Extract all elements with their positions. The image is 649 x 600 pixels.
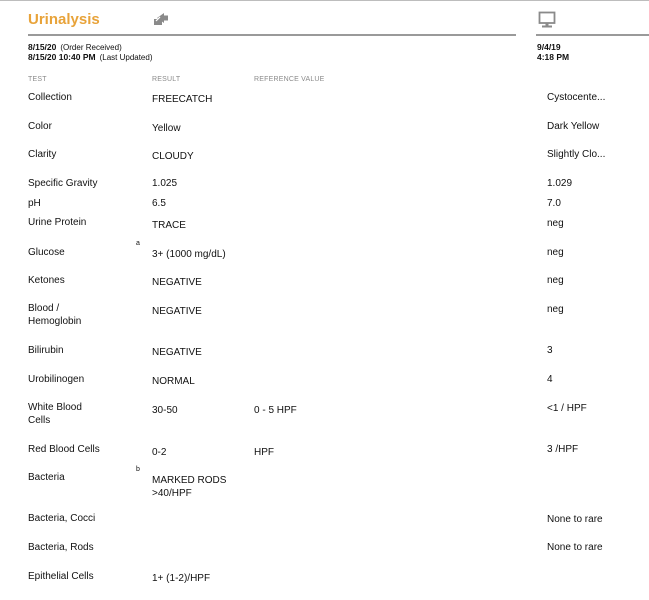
test-name: Urobilinogen bbox=[28, 374, 85, 385]
test-result: CLOUDY bbox=[152, 151, 194, 162]
test-name: Ketones bbox=[28, 275, 65, 286]
previous-time: 4:18 PM bbox=[537, 52, 570, 62]
order-received: 8/15/20 (Order Received) bbox=[28, 42, 122, 52]
previous-result: 4 bbox=[547, 374, 553, 385]
test-name: Epithelial Cells bbox=[28, 571, 94, 582]
external-link-icon[interactable] bbox=[153, 12, 169, 31]
previous-header-rule bbox=[536, 34, 649, 36]
test-result: 6.5 bbox=[152, 198, 166, 209]
previous-result: neg bbox=[547, 218, 564, 229]
test-result: Yellow bbox=[152, 123, 181, 134]
previous-result: neg bbox=[547, 247, 564, 258]
test-result: FREECATCH bbox=[152, 94, 213, 105]
test-result: NEGATIVE bbox=[152, 277, 202, 288]
column-header-result: RESULT bbox=[152, 76, 181, 83]
reference-value: HPF bbox=[254, 447, 274, 458]
previous-result: Dark Yellow bbox=[547, 121, 600, 132]
test-result: MARKED RODS >40/HPF bbox=[152, 475, 227, 499]
test-name: Bacteria, Rods bbox=[28, 542, 94, 553]
previous-result: Cystocente... bbox=[547, 92, 606, 103]
test-result: 30-50 bbox=[152, 405, 178, 416]
test-result: 1.025 bbox=[152, 178, 178, 189]
test-name: Specific Gravity bbox=[28, 178, 98, 189]
test-name: Collection bbox=[28, 92, 72, 103]
reference-value: 0 - 5 HPF bbox=[254, 405, 297, 416]
previous-result: 1.029 bbox=[547, 178, 573, 189]
test-name: Bacteria bbox=[28, 472, 65, 483]
test-name: Red Blood Cells bbox=[28, 444, 100, 455]
previous-result: None to rare bbox=[547, 542, 603, 553]
previous-result: 3 bbox=[547, 345, 553, 356]
test-name: Color bbox=[28, 121, 52, 132]
previous-date: 9/4/19 bbox=[537, 42, 561, 52]
test-result: NEGATIVE bbox=[152, 306, 202, 317]
test-result: NEGATIVE bbox=[152, 347, 202, 358]
test-name: White Blood Cells bbox=[28, 402, 82, 426]
header-rule bbox=[28, 34, 516, 36]
last-updated: 8/15/20 10:40 PM (Last Updated) bbox=[28, 52, 153, 62]
previous-result: Slightly Clo... bbox=[547, 149, 606, 160]
test-name: Bacteria, Cocci bbox=[28, 513, 96, 524]
previous-result: 3 /HPF bbox=[547, 444, 579, 455]
previous-result: None to rare bbox=[547, 514, 603, 525]
test-result: 1+ (1-2)/HPF bbox=[152, 573, 211, 584]
test-name: Clarity bbox=[28, 149, 57, 160]
previous-result: <1 / HPF bbox=[547, 403, 587, 414]
test-result: NORMAL bbox=[152, 376, 195, 387]
test-result: 3+ (1000 mg/dL) bbox=[152, 249, 226, 260]
column-header-reference: REFERENCE VALUE bbox=[254, 76, 325, 83]
test-name: Bilirubin bbox=[28, 345, 64, 356]
top-border bbox=[0, 0, 649, 1]
monitor-icon[interactable] bbox=[538, 11, 556, 33]
page-title: Urinalysis bbox=[28, 11, 100, 28]
test-name: pH bbox=[28, 198, 41, 209]
column-header-test: TEST bbox=[28, 76, 47, 83]
previous-result: neg bbox=[547, 304, 564, 315]
footnote-marker: b bbox=[136, 466, 140, 473]
previous-result: 7.0 bbox=[547, 198, 561, 209]
test-result: 0-2 bbox=[152, 447, 167, 458]
footnote-marker: a bbox=[136, 240, 140, 247]
test-name: Blood / Hemoglobin bbox=[28, 303, 82, 327]
test-name: Urine Protein bbox=[28, 217, 87, 228]
test-result: TRACE bbox=[152, 220, 186, 231]
previous-result: neg bbox=[547, 275, 564, 286]
test-name: Glucose bbox=[28, 247, 65, 258]
